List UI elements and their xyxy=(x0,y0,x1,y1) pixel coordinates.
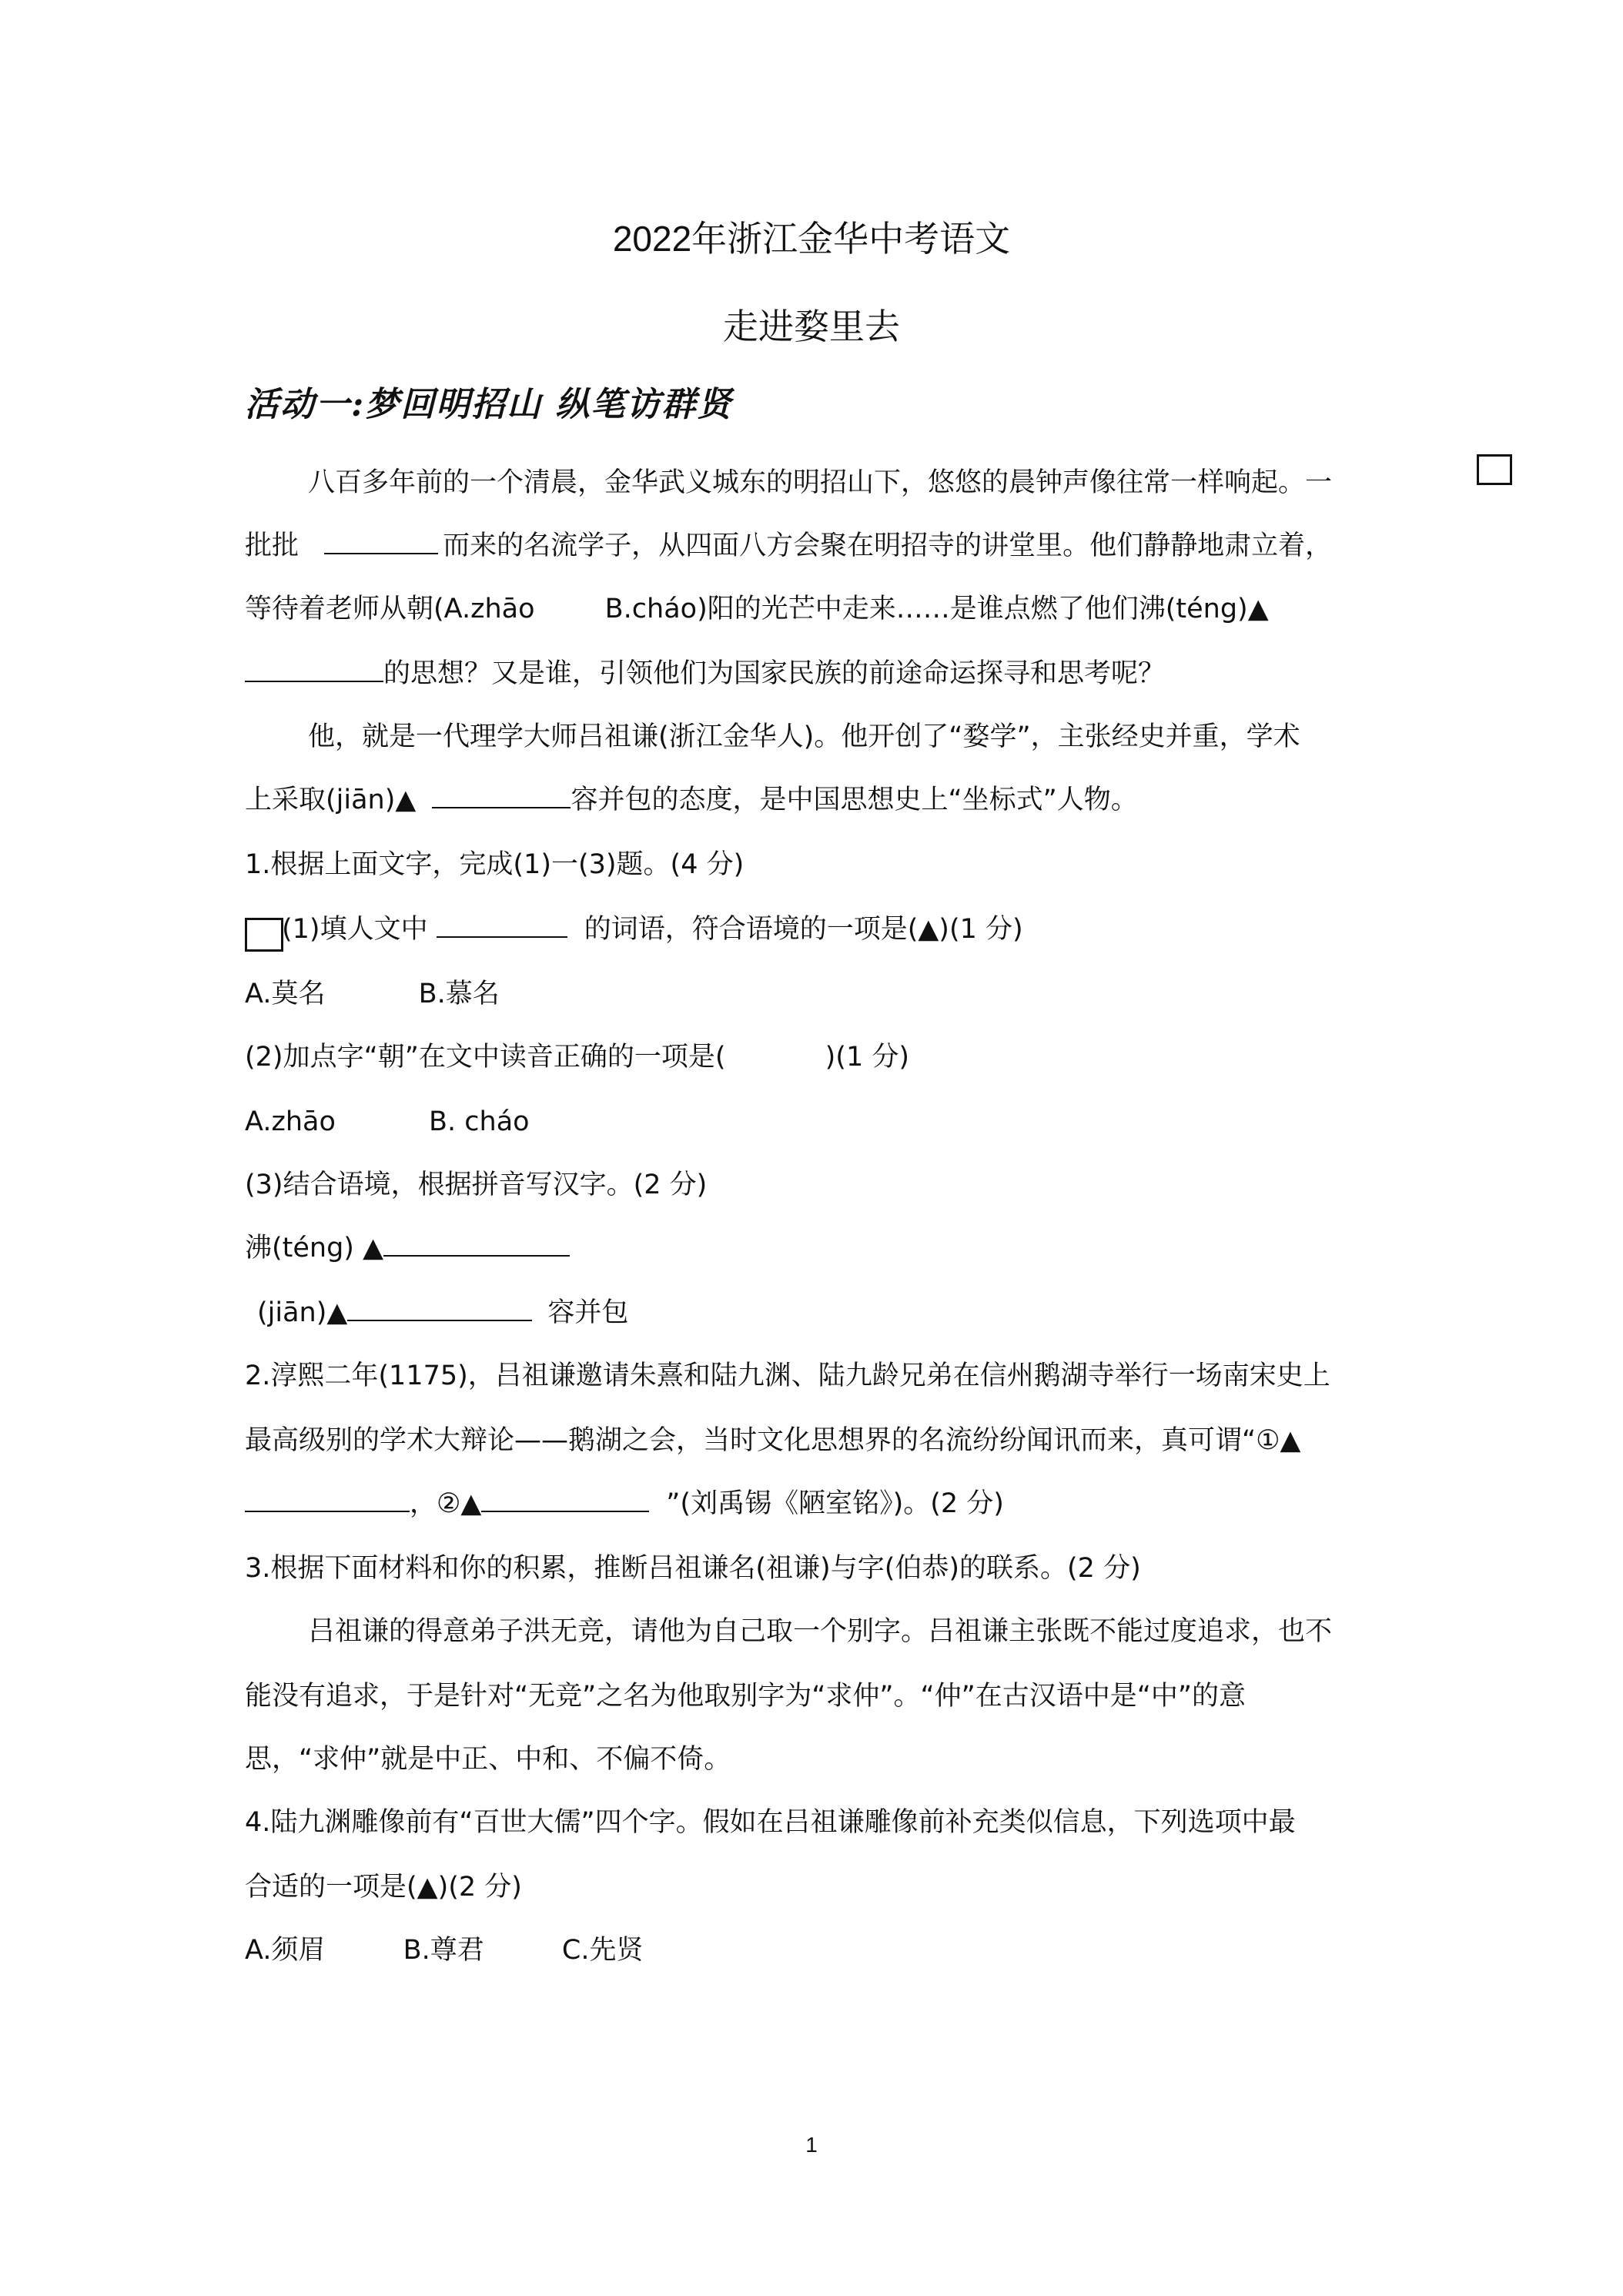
question-text: (1)填人文中 xyxy=(282,914,428,945)
exam-title: 2022年浙江金华中考语文 xyxy=(612,219,1011,259)
passage-line xyxy=(245,654,1384,693)
passage-text: 批批 xyxy=(245,530,300,561)
question-1-sub-3-line-1 xyxy=(245,1229,1384,1267)
question-text: ”(刘禹锡《陋室铭》)。(2 分) xyxy=(666,1488,1004,1519)
question-4-line: 合适的一项是(▲)(2 分) xyxy=(245,1872,522,1903)
question-text: ，②▲ xyxy=(410,1488,482,1519)
question-1-sub-3-line-2 xyxy=(257,1294,1397,1332)
question-text: 的词语，符合语境的一项是(▲)(1 分) xyxy=(584,914,1023,945)
question-1-stem: 1.根据上面文字，完成(1)一(3)题。(4 分) xyxy=(245,849,745,880)
question-4-line: 4.陆九渊雕像前有“百世大儒”四个字。假如在吕祖谦雕像前补充类似信息，下列选项中最 xyxy=(245,1807,1296,1838)
passage-line xyxy=(245,590,1384,628)
passage-text: 的思想？又是谁，引领他们为国家民族的前途命运探寻和思考呢？ xyxy=(383,658,1166,689)
passage-line xyxy=(245,527,1384,565)
passage-text: 等待着老师从朝(A.zhāo xyxy=(245,594,535,624)
fill-blank[interactable] xyxy=(383,1232,570,1257)
question-1-sub-1 xyxy=(282,910,1421,949)
question-1-sub-2-options xyxy=(245,1103,1384,1141)
material-line: 吕祖谦的得意弟子洪无竞，请他为自己取一个别字。吕祖谦主张既不能过度追求，也不 xyxy=(308,1616,1333,1647)
question-text: 容并包 xyxy=(547,1297,629,1328)
material-line: 思，“求仲”就是中正、中和、不偏不倚。 xyxy=(245,1744,731,1775)
option-b[interactable]: B.慕名 xyxy=(418,979,500,1009)
option-a[interactable]: A.须眉 xyxy=(245,1935,326,1966)
fill-blank[interactable] xyxy=(432,784,571,808)
question-1-sub-2 xyxy=(245,1038,1384,1076)
fill-blank[interactable] xyxy=(481,1488,649,1512)
option-c[interactable]: C.先贤 xyxy=(561,1935,644,1966)
exam-subtitle: 走进婺里去 xyxy=(723,306,900,346)
question-2-line: 2.淳熙二年(1175)，吕祖谦邀请朱熹和陆九渊、陆九龄兄弟在信州鹅湖寺举行一场南宋史上 xyxy=(245,1361,1330,1391)
option-a[interactable]: A.zhāo xyxy=(245,1106,336,1137)
option-a[interactable]: A.莫名 xyxy=(245,979,326,1009)
question-text: 沸(téng) ▲ xyxy=(245,1233,384,1263)
fill-blank[interactable] xyxy=(437,913,567,938)
option-b[interactable]: B.尊君 xyxy=(403,1935,484,1966)
question-text: )(1 分) xyxy=(825,1042,909,1073)
passage-line: 八百多年前的一个清晨，金华武义城东的明招山下，悠悠的晨钟声像往常一样响起。一 xyxy=(308,467,1333,498)
fill-blank[interactable] xyxy=(347,1297,532,1321)
fill-blank[interactable] xyxy=(324,530,438,554)
checkbox-left[interactable] xyxy=(245,918,283,952)
activity-heading: 活动一:梦回明招山 纵笔访群贤 xyxy=(245,385,733,424)
question-3-stem: 3.根据下面材料和你的积累，推断吕祖谦名(祖谦)与字(伯恭)的联系。(2 分) xyxy=(245,1553,1141,1584)
passage-line: 他，就是一代理学大师吕祖谦(浙江金华人)。他开创了“婺学”，主张经史并重，学术 xyxy=(308,721,1300,752)
page-number: 1 xyxy=(805,2133,818,2157)
question-2-line: 最高级别的学术大辩论——鹅湖之会，当时文化思想界的名流纷纷闻讯而来，真可谓“①▲ xyxy=(245,1425,1301,1456)
passage-text: 容并包的态度，是中国思想史上“坐标式”人物。 xyxy=(571,785,1138,815)
passage-text: 而来的名流学子，从四面八方会聚在明招寺的讲堂里。他们静静地肃立着， xyxy=(443,530,1333,561)
question-text: (jiān)▲ xyxy=(257,1297,348,1328)
passage-text: 上采取(jiān)▲ xyxy=(245,785,417,815)
fill-blank[interactable] xyxy=(245,658,383,682)
fill-blank[interactable] xyxy=(245,1488,410,1512)
question-2-line xyxy=(245,1484,1384,1523)
question-1-sub-1-options xyxy=(245,975,1384,1013)
option-b[interactable]: B. cháo xyxy=(429,1106,530,1137)
passage-line xyxy=(245,781,1384,819)
checkbox-top-right[interactable] xyxy=(1477,454,1512,485)
passage-text: B.cháo)阳的光芒中走来……是谁点燃了他们沸(téng)▲ xyxy=(604,594,1269,624)
question-text: (2)加点字“朝”在文中读音正确的一项是( xyxy=(245,1042,726,1073)
question-4-options xyxy=(245,1931,1384,1970)
material-line: 能没有追求，于是针对“无竞”之名为他取别字为“求仲”。“仲”在古汉语中是“中”的意 xyxy=(245,1681,1247,1712)
question-1-sub-3: (3)结合语境，根据拼音写汉字。(2 分) xyxy=(245,1170,708,1200)
